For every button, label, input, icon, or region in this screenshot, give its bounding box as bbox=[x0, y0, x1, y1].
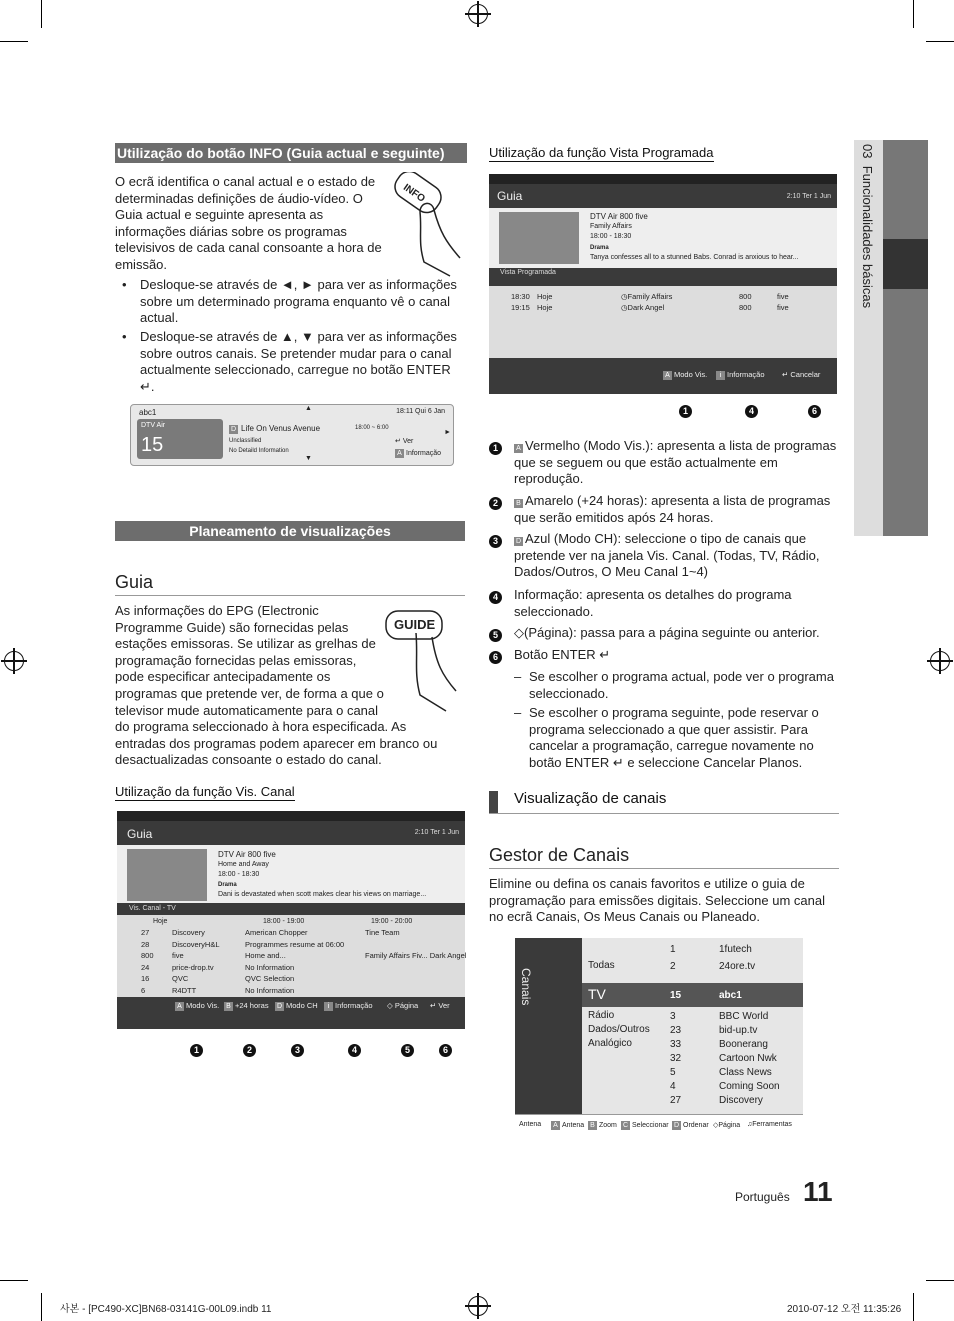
canais-category[interactable]: TV bbox=[588, 986, 606, 1002]
callout-5: 5 bbox=[401, 1040, 414, 1058]
visual-heading: Visualização de canais bbox=[514, 790, 667, 807]
plan-section-heading: Planeamento de visualizações bbox=[115, 521, 465, 541]
info-section-heading: Utilização do botão INFO (Guia actual e seguinte) bbox=[115, 143, 467, 163]
registration-mark-icon bbox=[468, 4, 488, 24]
chapter-title: Funcionalidades básicas bbox=[860, 165, 875, 309]
item-5-num: 5 bbox=[489, 625, 502, 643]
callout-6: 6 bbox=[808, 401, 821, 419]
crop-mark bbox=[41, 1293, 42, 1321]
callout-3: 3 bbox=[291, 1040, 304, 1058]
canais-category[interactable]: Analógico bbox=[588, 1038, 632, 1049]
dash-item-1: Se escolher o programa actual, pode ver o programa seleccionado. bbox=[529, 669, 834, 701]
item-4: Informação: apresenta os detalhes do programa seleccionado. bbox=[514, 587, 792, 619]
callout-1: 1 bbox=[679, 401, 692, 419]
item-6: Botão ENTER ↵ bbox=[514, 647, 611, 662]
canais-category[interactable]: Dados/Outros bbox=[588, 1024, 650, 1035]
crop-mark bbox=[926, 1280, 954, 1281]
footer-zoom[interactable]: B Zoom bbox=[588, 1121, 617, 1130]
info-bullet-2: Desloque-se através de ▲, ▼ para ver as informações sobre outros canais. Se pretender mudar para o canal actualmente seleccionado, carregue no botão ENTER ↵. bbox=[140, 329, 457, 394]
item-2: B Amarelo (+24 horas): apresenta a lista de programas que serão emitidos após 24 horas. bbox=[514, 493, 831, 525]
chapter-sidebar bbox=[854, 140, 883, 536]
item-1-num: 1 bbox=[489, 438, 502, 456]
canais-category[interactable]: Rádio bbox=[588, 1010, 615, 1021]
guia-title: Guia bbox=[115, 572, 154, 592]
gestor-title: Gestor de Canais bbox=[489, 845, 630, 865]
crop-mark bbox=[913, 1293, 914, 1321]
epg-btn-ver[interactable]: ↵ Ver bbox=[430, 1001, 450, 1010]
dash: – bbox=[514, 669, 522, 684]
infobar-channel-box: DTV Air 15 bbox=[137, 419, 223, 459]
file-info: 사본 - [PC490-XC]BN68-03141G-00L09.indb 11 bbox=[60, 1304, 272, 1315]
vista-heading: Utilização da função Vista Programada bbox=[489, 145, 714, 160]
infobar-program: Life On Venus Avenue bbox=[241, 424, 321, 433]
footer-antena[interactable]: A Antena bbox=[551, 1121, 584, 1130]
print-date: 2010-07-12 오전 11:35:26 bbox=[787, 1304, 902, 1315]
bullet: • bbox=[122, 277, 127, 292]
dash-item-2: Se escolher o programa seguinte, pode reservar o programa seleccionado a que quer assistir. Para cancelar a programação, carregue novamente no botão ENTER ↵ e seleccione Cancelar Planos. bbox=[529, 705, 819, 770]
info-paragraph: O ecrã identifica o canal actual e o estado de determinadas definições de áudio-vídeo. O Guia actual e seguinte apresenta as informações diárias sobre os programas televisivos de cada canal consoante a hora de emissão. bbox=[115, 174, 382, 272]
crop-mark bbox=[0, 1280, 28, 1281]
epg2-preview-image bbox=[499, 212, 579, 264]
epg2-btn-cancelar[interactable]: ↵ Cancelar bbox=[782, 370, 821, 379]
item-2-num: 2 bbox=[489, 493, 502, 511]
vis-canal-heading: Utilização da função Vis. Canal bbox=[115, 784, 295, 799]
item-1: A Vermelho (Modo Vis.): apresenta a lista de programas que se seguem ou que estão actualmente em reprodução. bbox=[514, 438, 837, 487]
epg-btn-info[interactable]: i Informação bbox=[324, 1001, 373, 1011]
callout-2: 2 bbox=[243, 1040, 256, 1058]
divider bbox=[489, 868, 839, 869]
info-remote-hand-icon: INFO bbox=[390, 172, 466, 278]
page-number: 11 bbox=[803, 1176, 833, 1207]
infobar-channel: abc1 bbox=[139, 408, 157, 417]
epg-btn-modo-ch[interactable]: D Modo CH bbox=[276, 1001, 318, 1010]
info-bullet-1: Desloque-se através de ◄, ► para ver as informações sobre um determinado programa enquanto vê o canal actual. bbox=[140, 277, 457, 326]
down-arrow-icon: ▼ bbox=[305, 455, 312, 462]
footer-seleccionar[interactable]: C Seleccionar bbox=[622, 1122, 669, 1129]
chapter-tab bbox=[883, 140, 928, 536]
info-bar-screen: abc1 18:11 Qui 6 Jan DTV Air 15 ▲ ▼ D Life On Venus Avenue 18:00 ~ 6:00 Unclassified No Detaild Information ↵ Ver A Informação ► bbox=[130, 404, 454, 466]
epg2-btn-info[interactable]: i Informação bbox=[716, 370, 765, 380]
item-5: ◇(Página): passa para a página seguinte ou anterior. bbox=[514, 625, 820, 640]
chapter-tab-active bbox=[883, 239, 928, 289]
item-3-num: 3 bbox=[489, 531, 502, 549]
registration-mark-icon bbox=[4, 651, 24, 671]
infobar-ver[interactable]: ↵ Ver bbox=[395, 438, 414, 445]
registration-mark-icon bbox=[468, 1296, 488, 1316]
callout-1: 1 bbox=[190, 1040, 203, 1058]
infobar-info[interactable]: A Informação bbox=[395, 449, 441, 458]
epg-screen: Guia 2:10 Ter 1 Jun DTV Air 800 five Home and Away 18:00 - 18:30 Drama Dani is devastated when scott makes clear his views on marriage... Vis. Canal - TV Hoje 18:00 - 19:00 19:00 - 20:00 27 Discovery American Chopper Tine Team 28 DiscoveryH&L Programmes resume at 06:00 800 five Home and... Family Affairs Fiv... Dark Angel 24 price-drop.tv No Information 16 QVC QVC Selection 6 R4DTT No Information A Modo Vis. B +24 horas D Modo CH i Informação ◇ Página ↵ Ver bbox=[117, 811, 465, 1029]
epg-btn-24h[interactable]: B +24 horas bbox=[224, 1001, 269, 1011]
footer-language: Português bbox=[735, 1190, 790, 1204]
footer-ferramentas[interactable]: ♫Ferramentas bbox=[747, 1121, 792, 1128]
epg-vista-screen: Guia 2:10 Ter 1 Jun DTV Air 800 five Family Affairs 18:00 - 18:30 Drama Tanya confesses all to a stunned Babs. Conrad is anxious to hear... Vista Programada 18:30 Hoje ◷Family Affairs 800 five 19:15 Hoje ◷Dark Angel 800 five A Modo Vis. i Informação ↵ Cancelar bbox=[489, 174, 837, 394]
footer-pagina[interactable]: ◇Página bbox=[713, 1122, 741, 1129]
crop-mark bbox=[926, 41, 954, 42]
item-4-num: 4 bbox=[489, 587, 502, 605]
registration-mark-icon bbox=[930, 651, 950, 671]
epg-title: Guia bbox=[127, 827, 153, 841]
dash: – bbox=[514, 705, 522, 720]
epg-btn-pagina[interactable]: ◇ Página bbox=[387, 1001, 419, 1010]
epg-btn-modo-vis[interactable]: A Modo Vis. bbox=[175, 1001, 219, 1011]
guide-remote-hand-icon: GUIDE bbox=[384, 603, 460, 713]
epg-preview-image bbox=[127, 849, 207, 901]
item-3: D Azul (Modo CH): seleccione o tipo de canais que pretende ver na janela Vis. Canal. (Todas, TV, Rádio, Dados/Outros, O Meu Canal 1~4) bbox=[514, 531, 820, 580]
item-6-num: 6 bbox=[489, 647, 502, 665]
bullet: • bbox=[122, 329, 127, 344]
heading-bar bbox=[489, 791, 498, 813]
footer-ordenar[interactable]: D Ordenar bbox=[673, 1122, 709, 1129]
right-arrow-icon: ► bbox=[444, 429, 451, 436]
callout-6: 6 bbox=[439, 1040, 452, 1058]
crop-mark bbox=[41, 0, 42, 28]
gestor-paragraph: Elimine ou defina os canais favoritos e utilize o guia de programação para emissões digitais. Seleccione um canal no ecrã Canais, Os Meus Canais ou Planeado. bbox=[489, 876, 826, 925]
infobar-time: 18:11 Qui 6 Jan bbox=[396, 408, 445, 415]
callout-4: 4 bbox=[348, 1040, 361, 1058]
up-arrow-icon: ▲ bbox=[305, 405, 312, 412]
canais-category[interactable]: Todas bbox=[588, 960, 615, 971]
crop-mark bbox=[0, 41, 28, 42]
chapter-number: 03 bbox=[860, 144, 875, 159]
epg2-btn-modo-vis[interactable]: A Modo Vis. bbox=[663, 370, 707, 380]
canais-screen: Canais Todas TV Rádio Dados/Outros Analógico 1 1futech 2 24ore.tv 15 abc1 3 BBC World 23 bid-up.tv 33 Boonerang 32 Cartoon Nwk 5 Class News 4 Coming Soon 27 Discovery Antena A Antena B Zoom C Seleccionar D Ordenar ◇Página ♫Ferramentas bbox=[515, 938, 803, 1136]
divider bbox=[115, 595, 465, 596]
callout-4: 4 bbox=[745, 401, 758, 419]
guia-paragraph: GUIDE As informações do EPG (Electronic Programme Guide) são fornecidas pelas estações emissoras. Se utilizar as grelhas de programação fornecidas pelas emissoras, pode especificar antecipadamente os programas que pretende ver, de forma a que o televisor mude automaticamente para o canal do programa seleccionado à hora especificada. As entradas dos programas podem aparecer em branco ou desactualizadas consoante o estado do canal. bbox=[115, 603, 460, 769]
crop-mark bbox=[913, 0, 914, 28]
divider bbox=[489, 813, 839, 814]
